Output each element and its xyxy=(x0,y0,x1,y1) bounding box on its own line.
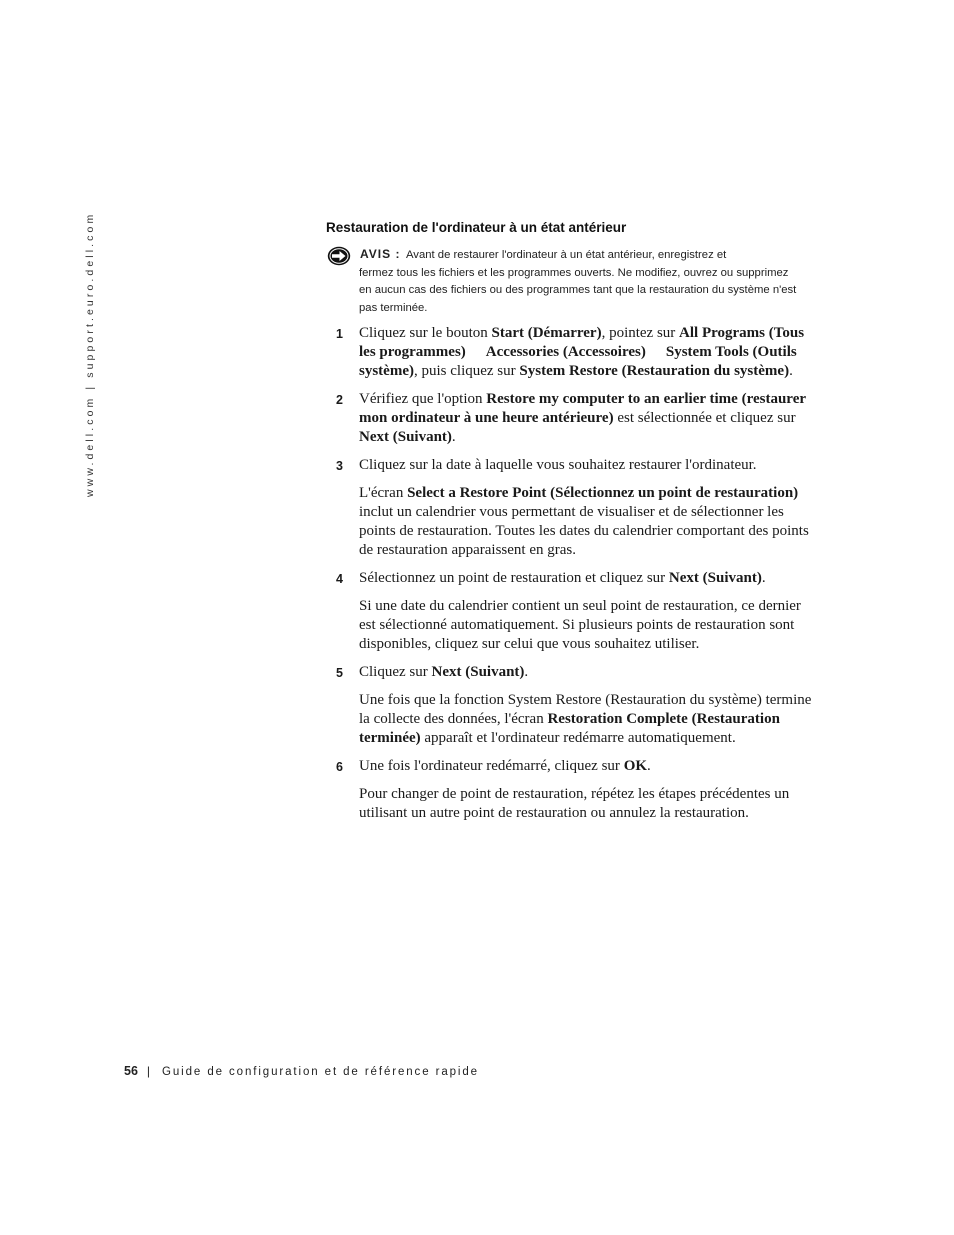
text-run: . xyxy=(524,664,529,680)
step-detail: Si une date du calendrier contient un seul point de restauration, ce dernier est sélectionné automatiquement. Si plusieurs points de restauration sont disponibles, cliquez sur celui que vous souhaitez utiliser. xyxy=(359,598,801,652)
text-run: . xyxy=(647,758,651,774)
step-number: 5 xyxy=(336,666,343,680)
footer-title: Guide de configuration et de référence rapide xyxy=(162,1066,479,1078)
page-footer xyxy=(124,1062,479,1080)
page-number: 56 xyxy=(124,1064,138,1078)
ui-term: All Programs (Tous les programmes) xyxy=(359,325,805,360)
step-number: 3 xyxy=(336,459,343,473)
step-6 xyxy=(336,757,816,823)
step-number: 6 xyxy=(336,760,343,774)
ui-term: Next (Suivant) xyxy=(359,429,452,445)
step-text: Cliquez sur la date à laquelle vous souhaitez restaurer l'ordinateur. xyxy=(359,457,757,473)
text-run: . xyxy=(451,429,456,445)
ui-term: System Tools (Outils système) xyxy=(359,344,797,379)
text-run: Cliquez sur xyxy=(359,664,432,680)
ui-term: Restoration Complete (Restauration terminée) xyxy=(359,711,780,746)
text-run: Une fois l'ordinateur redémarré, cliquez sur xyxy=(359,758,624,774)
text-run: . xyxy=(761,570,766,586)
ui-term: Next (Suivant) xyxy=(668,570,762,586)
notice-text-rest: fermez tous les fichiers et les programmes ouverts. Ne modifiez, ouvrez ou supprimez en aucun cas des fichiers ou des programmes tant que la restauration du système n'est pas terminée. xyxy=(359,266,797,314)
step-text xyxy=(359,757,816,776)
notice-box xyxy=(327,246,797,317)
step-4 xyxy=(336,569,816,654)
text-run: Cliquez sur le bouton xyxy=(359,325,492,341)
notice-text xyxy=(327,246,797,317)
text-run: Vérifiez que l'option xyxy=(359,391,487,407)
step-detail xyxy=(359,691,816,748)
step-detail: Pour changer de point de restauration, répétez les étapes précédentes un utilisant un autre point de restauration ou annulez la restauration. xyxy=(359,786,790,821)
text-run: Une fois que la fonction System Restore (Restauration du système) termine la collecte des données, l'écran xyxy=(359,692,812,727)
text-run: L'écran xyxy=(359,485,408,501)
section-heading: Restauration de l'ordinateur à un état antérieur xyxy=(326,220,627,235)
step-1 xyxy=(336,324,816,381)
ui-term: Accessories (Accessoires) xyxy=(485,344,646,360)
text-run: apparaît et l'ordinateur redémarre automatiquement. xyxy=(420,730,736,746)
text-run: est sélectionnée et cliquez sur xyxy=(613,410,796,426)
text-run: , pointez sur xyxy=(601,325,680,341)
ui-term: Start (Démarrer) xyxy=(491,325,602,341)
ui-term: Restore my computer to an earlier time (restaurer mon ordinateur à une heure antérieure) xyxy=(359,391,806,426)
notice-text-first: Avant de restaurer l'ordinateur à un état antérieur, enregistrez et xyxy=(405,249,727,261)
ui-term: OK xyxy=(623,758,648,774)
sidebar-url: www.dell.com | support.euro.dell.com xyxy=(84,211,96,497)
notice-arrow-icon xyxy=(327,246,351,266)
ui-term: Next (Suivant) xyxy=(431,664,525,680)
notice-label: AVIS : xyxy=(360,247,401,261)
step-text xyxy=(359,569,816,588)
step-number: 2 xyxy=(336,393,343,407)
step-5 xyxy=(336,663,816,748)
step-detail xyxy=(359,484,816,560)
footer-separator: | xyxy=(146,1064,151,1078)
text-run: . xyxy=(789,363,793,379)
ui-term: System Restore (Restauration du système) xyxy=(519,363,790,379)
text-run: , puis cliquez sur xyxy=(413,363,520,379)
step-number: 4 xyxy=(336,572,343,586)
ui-term: Select a Restore Point (Sélectionnez un point de restauration) xyxy=(407,485,799,501)
steps-list xyxy=(336,324,816,832)
step-2 xyxy=(336,390,816,447)
step-text xyxy=(359,324,816,381)
text-run: Sélectionnez un point de restauration et cliquez sur xyxy=(359,570,669,586)
step-text xyxy=(359,390,816,447)
step-text xyxy=(359,663,816,682)
step-number: 1 xyxy=(336,327,343,341)
text-run: inclut un calendrier vous permettant de visualiser et de sélectionner les points de restauration. Toutes les dates du calendrier comportant des points de restauration apparaissent en gras. xyxy=(359,504,809,558)
step-3 xyxy=(336,456,816,560)
